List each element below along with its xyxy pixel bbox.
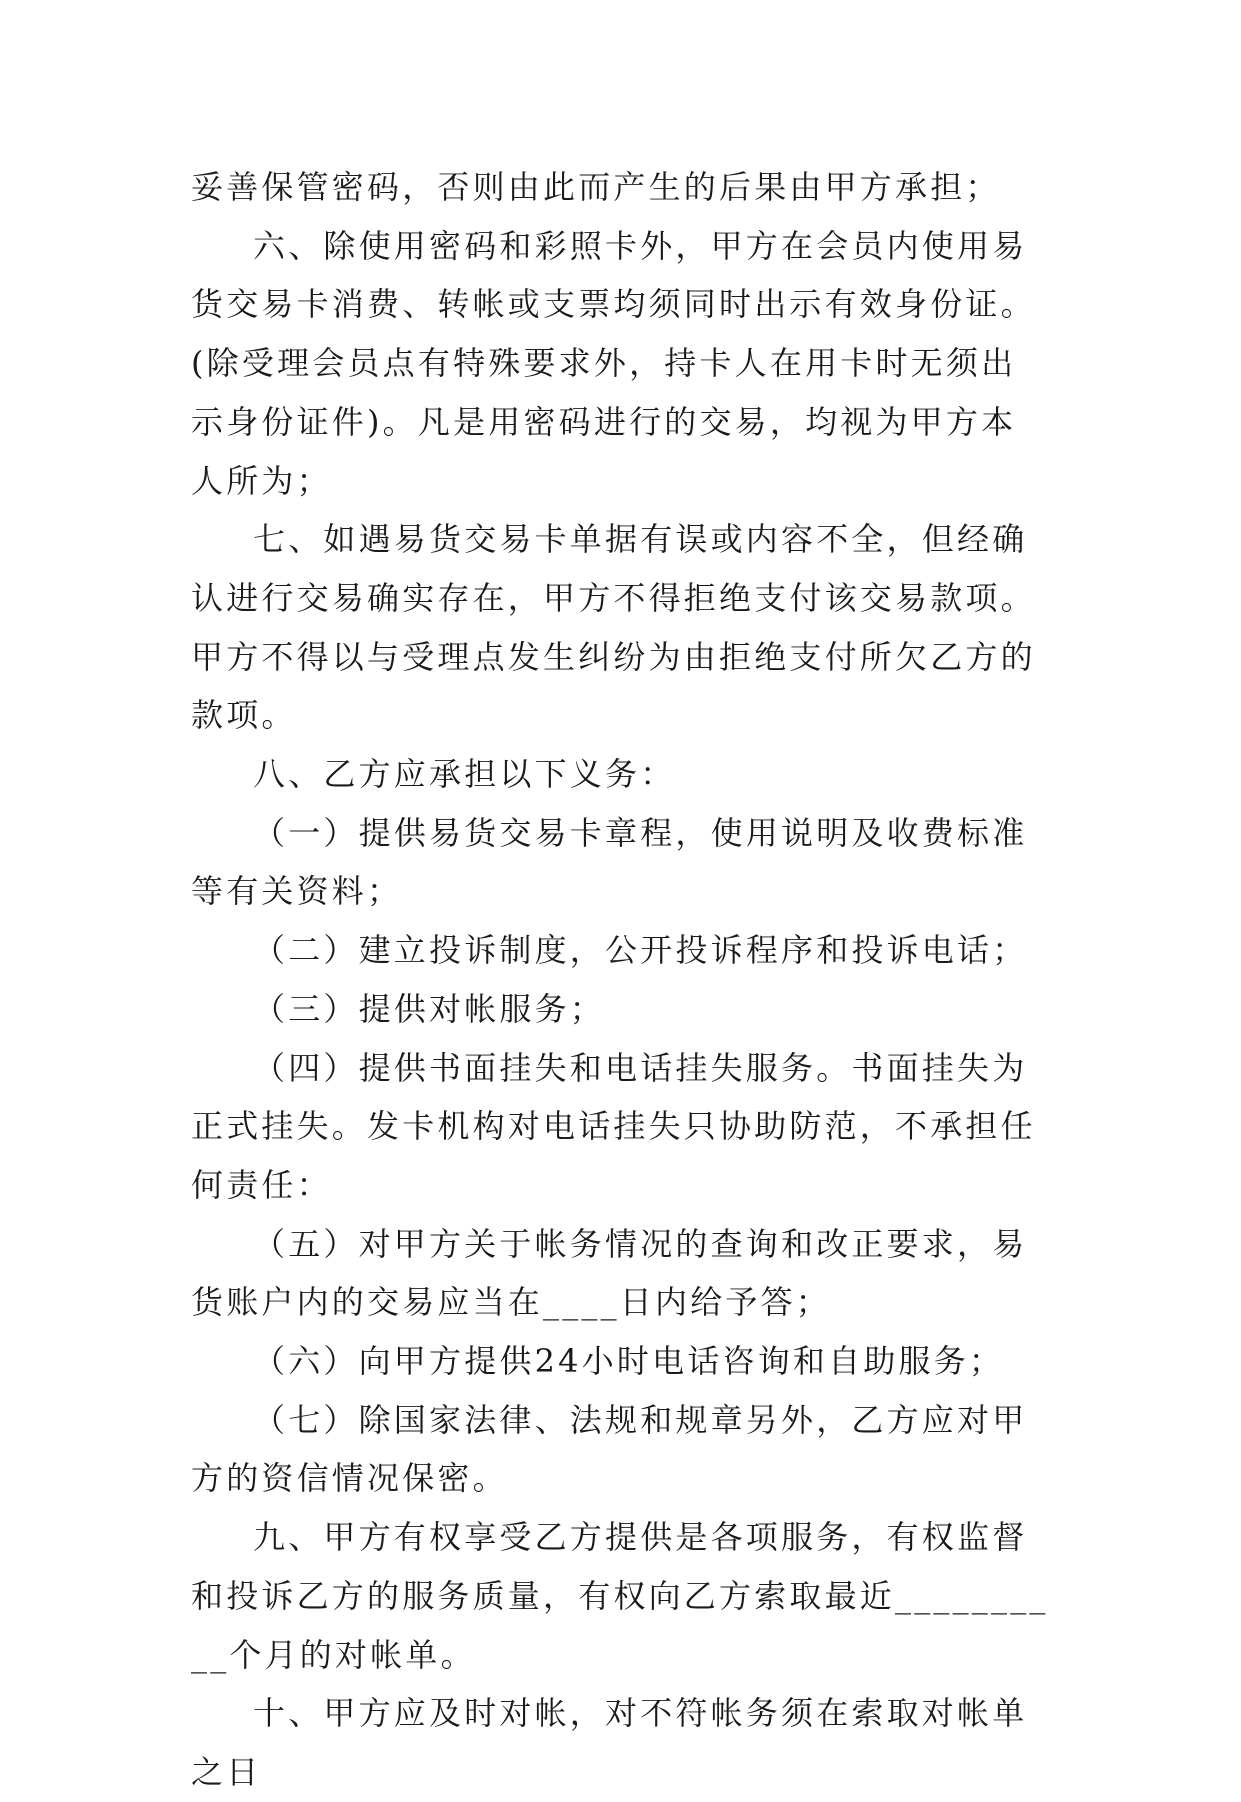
paragraph-8: （四）提供书面挂失和电话挂失服务。书面挂失为正式挂失。发卡机构对电话挂失只协助防范，不承担任何责任： bbox=[191, 1048, 1036, 1204]
paragraph-10: （六）向甲方提供24小时电话咨询和自助服务； bbox=[253, 1342, 1005, 1381]
paragraph-1: 妥善保管密码，否则由此而产生的后果由甲方承担； bbox=[191, 168, 1001, 206]
paragraph-13: 十、甲方应及时对帐，对不符帐务须在索取对帐单之日 bbox=[191, 1694, 1028, 1791]
document-body bbox=[191, 158, 1051, 1802]
paragraph-9: （五）对甲方关于帐务情况的查询和改正要求，易货账户内的交易应当在____日内给予答； bbox=[191, 1224, 1028, 1322]
paragraph-3: 七、如遇易货交易卡单据有误或内容不全，但经确认进行交易确实存在，甲方不得拒绝支付该交易款项。甲方不得以与受理点发生纠纷为由拒绝支付所欠乙方的款项。 bbox=[191, 520, 1036, 735]
paragraph-5: （一）提供易货交易卡章程，使用说明及收费标准等有关资料； bbox=[191, 813, 1028, 911]
paragraph-7: （三）提供对帐服务； bbox=[253, 989, 606, 1028]
paragraph-12: 九、甲方有权享受乙方提供是各项服务，有权监督和投诉乙方的服务质量，有权向乙方索取最近__________个月的对帐单。 bbox=[191, 1518, 1049, 1674]
paragraph-2: 六、除使用密码和彩照卡外，甲方在会员内使用易货交易卡消费、转帐或支票均须同时出示有效身份证。(除受理会员点有特殊要求外，持卡人在用卡时无须出示身份证件)。凡是用密码进行的交易，均视为甲方本人所为； bbox=[191, 226, 1036, 500]
paragraph-11: （七）除国家法律、法规和规章另外，乙方应对甲方的资信情况保密。 bbox=[191, 1400, 1028, 1498]
paragraph-6: （二）建立投诉制度，公开投诉程序和投诉电话； bbox=[253, 931, 1028, 970]
paragraph-4: 八、乙方应承担以下义务： bbox=[253, 755, 676, 794]
